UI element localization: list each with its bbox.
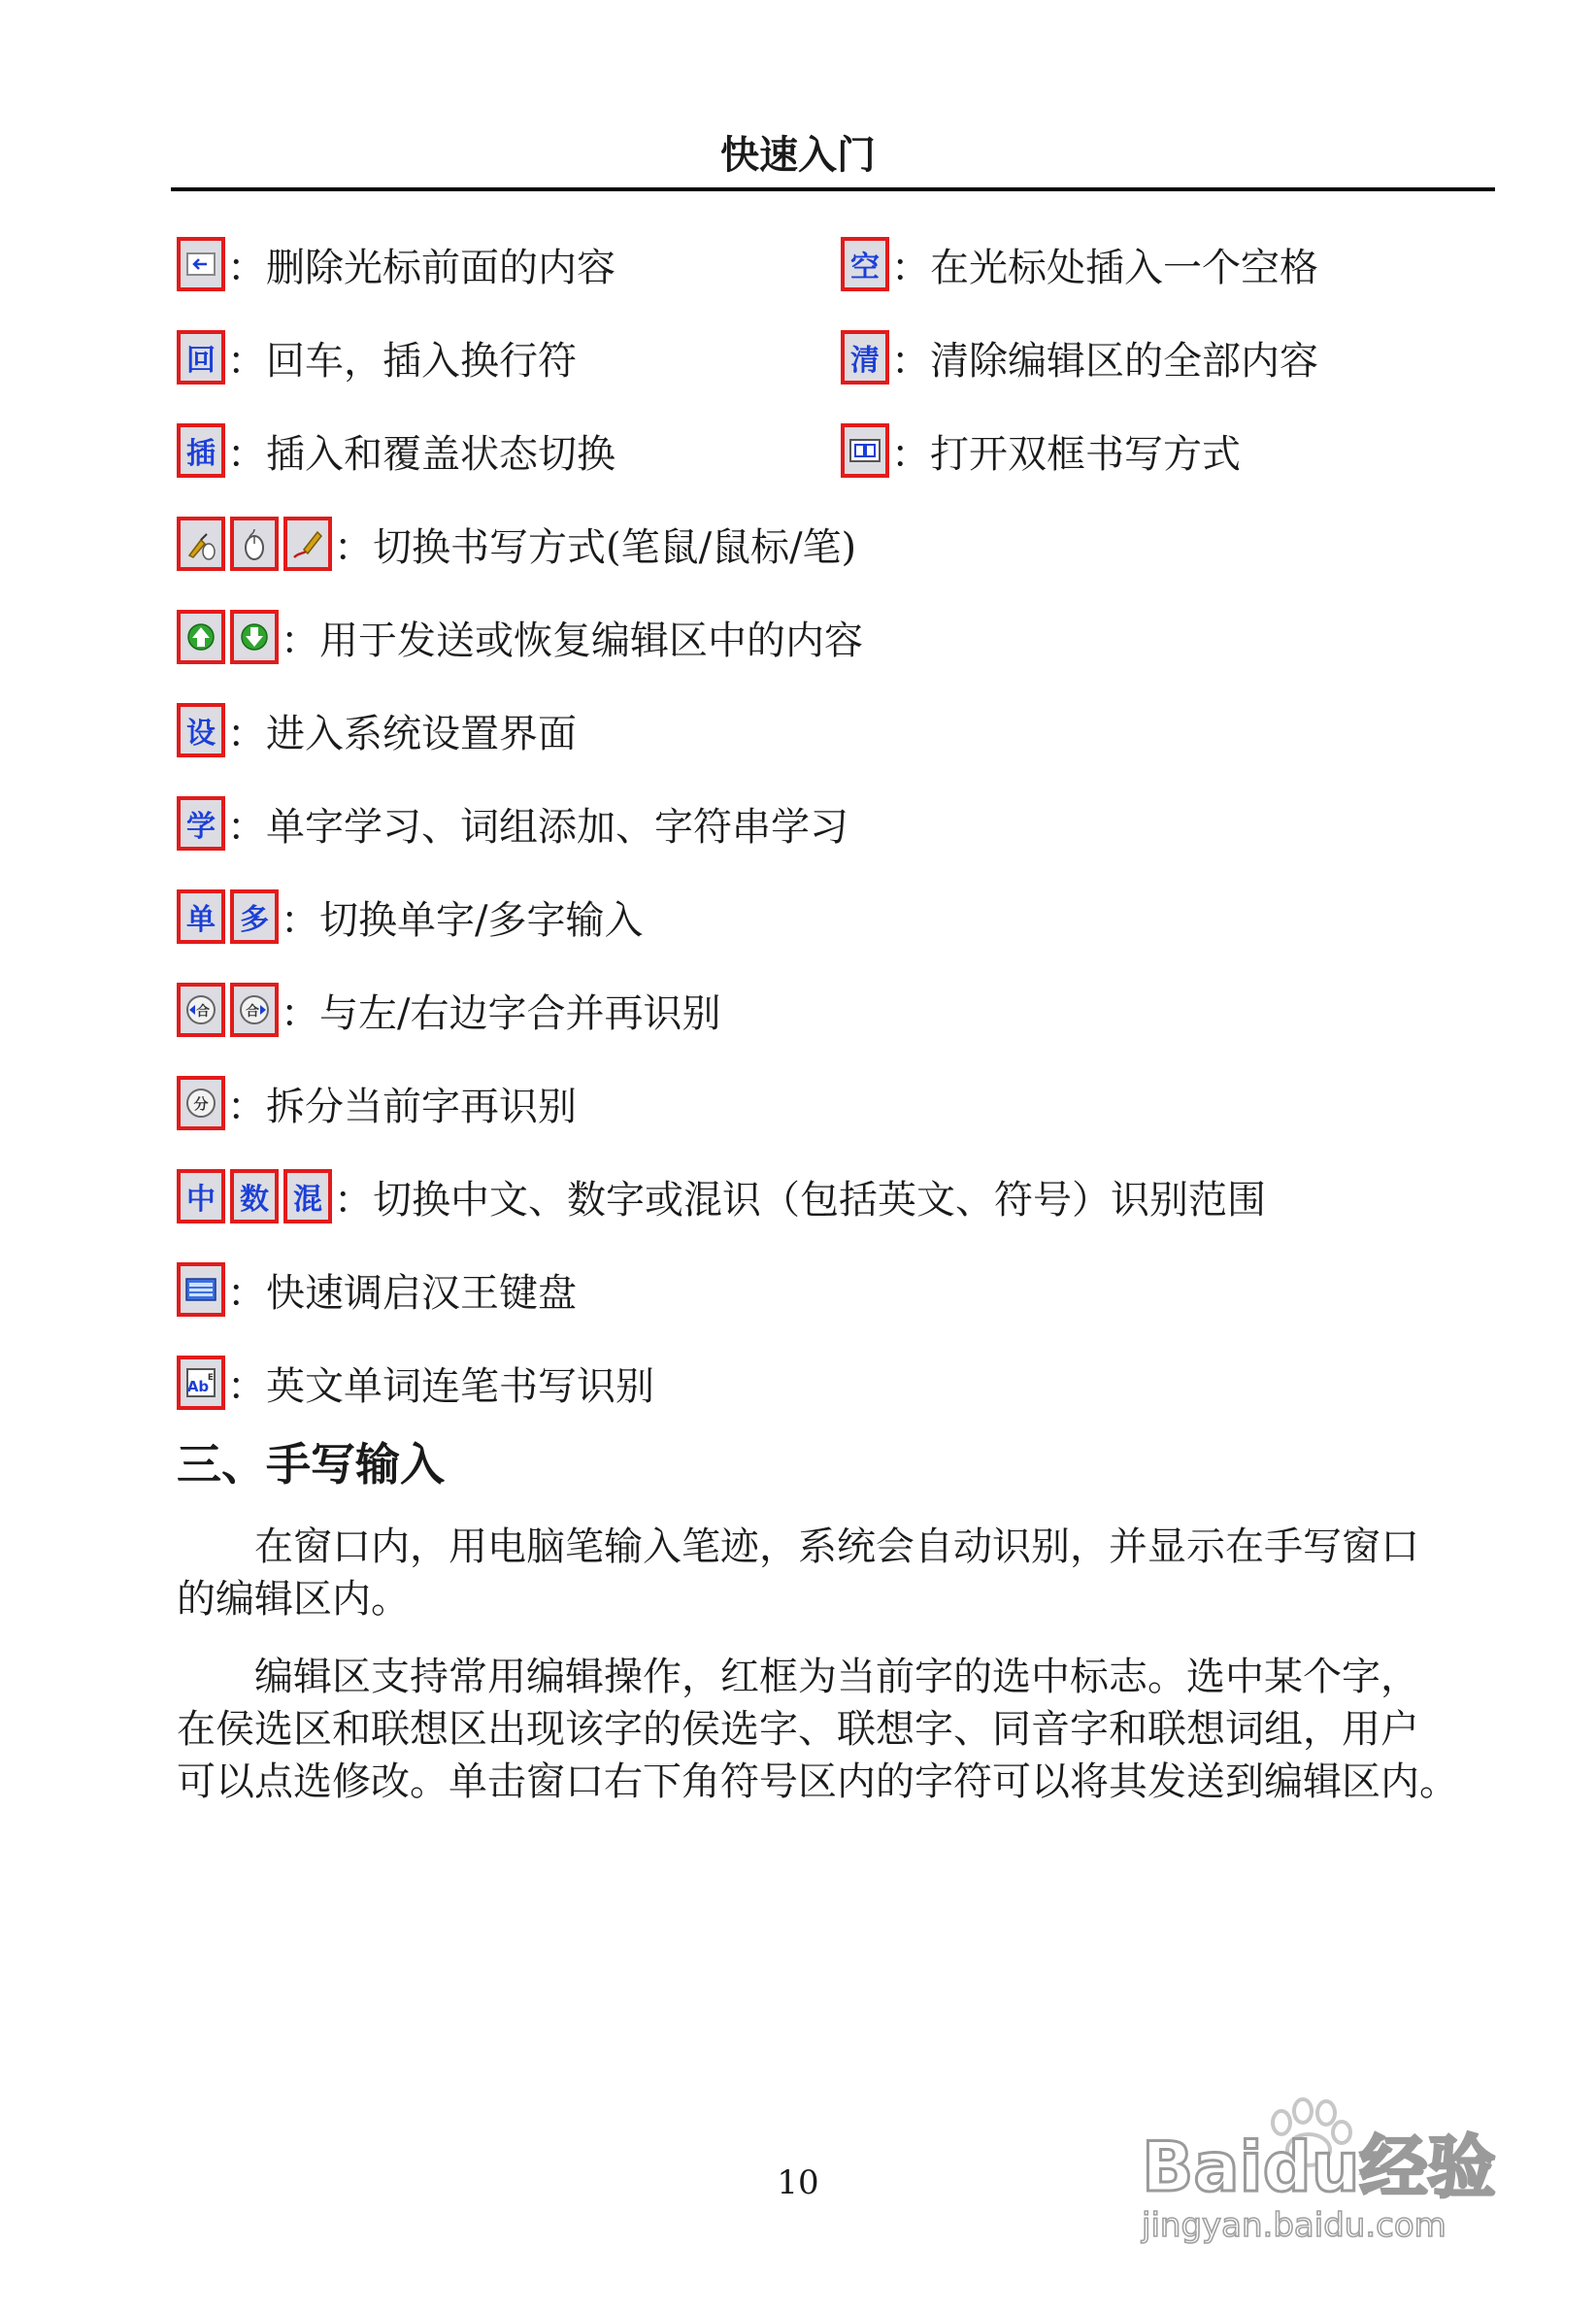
- function-description: ：与左/右边字合并再识别: [281, 990, 721, 1036]
- function-row: [177, 606, 863, 668]
- paragraph-line: 在侯选区和联想区出现该字的侯选字、联想字、同音字和联想词组，用户: [177, 1707, 1419, 1752]
- multi-char-icon: 多: [230, 889, 279, 944]
- digit-mode-icon: 数: [230, 1169, 279, 1223]
- function-description: ：进入系统设置界面: [227, 711, 577, 756]
- function-description: ：回车，插入换行符: [227, 338, 577, 384]
- keyboard-icon: [177, 1262, 225, 1317]
- pen-mouse-icon: [177, 517, 225, 571]
- split-icon: [177, 1076, 225, 1130]
- page-header-title: 快速入门: [720, 133, 876, 178]
- chinese-mode-icon: 中: [177, 1169, 225, 1223]
- clear-icon: 清: [841, 330, 889, 385]
- function-description: ：快速调启汉王键盘: [227, 1270, 577, 1316]
- function-row: [177, 233, 615, 295]
- function-description: ：打开双框书写方式: [891, 431, 1241, 477]
- paragraph-2: [177, 1651, 1501, 1808]
- function-description: ：清除编辑区的全部内容: [891, 338, 1318, 384]
- function-row: [841, 233, 1318, 295]
- function-row: [177, 792, 848, 854]
- single-char-icon: 单: [177, 889, 225, 944]
- backspace-icon: [177, 237, 225, 291]
- toolbar-icon-group: [177, 703, 225, 757]
- paragraph-1: [177, 1521, 1501, 1625]
- toolbar-icon-group: [841, 423, 889, 478]
- function-description: ：插入和覆盖状态切换: [227, 431, 615, 477]
- function-row: [177, 1352, 654, 1414]
- function-row: [841, 326, 1318, 388]
- function-row: [177, 1165, 1266, 1227]
- svg-text:合: 合: [196, 1004, 210, 1020]
- function-description: ：切换中文、数字或混识（包括英文、符号）识别范围: [334, 1177, 1266, 1223]
- svg-text:E: E: [207, 1373, 215, 1383]
- function-description: ：在光标处插入一个空格: [891, 245, 1318, 290]
- toolbar-icon-group: [177, 423, 225, 478]
- arrow-up-icon: [177, 610, 225, 664]
- function-row: [177, 419, 615, 482]
- mouse-icon: [230, 517, 279, 571]
- watermark-url: jingyan.baidu.com: [1142, 2206, 1446, 2245]
- function-row: [177, 979, 720, 1041]
- svg-text:Ab: Ab: [186, 1378, 210, 1395]
- toolbar-icon-group: [177, 610, 279, 664]
- settings-icon: 设: [177, 703, 225, 757]
- toolbar-icon-group: [177, 889, 279, 944]
- page-number: 10: [777, 2163, 819, 2202]
- toolbar-icon-group: [177, 1262, 225, 1317]
- dual-frame-icon: [841, 423, 889, 478]
- function-description: ：拆分当前字再识别: [227, 1084, 577, 1129]
- section-heading: 三、手写输入: [177, 1438, 445, 1491]
- toolbar-icon-group: [841, 330, 889, 385]
- mixed-mode-icon: 混: [283, 1169, 332, 1223]
- arrow-down-icon: [230, 610, 279, 664]
- toolbar-icon-group: [177, 1356, 225, 1410]
- enter-icon: 回: [177, 330, 225, 385]
- toolbar-icon-group: [177, 1076, 225, 1130]
- function-row: [177, 326, 577, 388]
- function-row: [177, 1072, 577, 1134]
- paragraph-line: 可以点选修改。单击窗口右下角符号区内的字符可以将其发送到编辑区内。: [177, 1759, 1458, 1804]
- toolbar-icon-group: [177, 1169, 332, 1223]
- toolbar-icon-group: [841, 237, 889, 291]
- learn-icon: 学: [177, 796, 225, 851]
- svg-text:合: 合: [246, 1004, 259, 1020]
- function-row: [177, 513, 856, 575]
- function-description: ：用于发送或恢复编辑区中的内容: [281, 618, 863, 663]
- function-description: ：删除光标前面的内容: [227, 245, 615, 290]
- insert-icon: 插: [177, 423, 225, 478]
- english-word-icon: [177, 1356, 225, 1410]
- space-icon: 空: [841, 237, 889, 291]
- function-description: ：英文单词连笔书写识别: [227, 1363, 654, 1409]
- toolbar-icon-group: [177, 983, 279, 1037]
- function-description: ：切换书写方式(笔鼠/鼠标/笔): [334, 524, 857, 570]
- paragraph-line: 的编辑区内。: [177, 1577, 410, 1622]
- function-row: [177, 699, 577, 761]
- merge-right-icon: [230, 983, 279, 1037]
- paragraph-line: 在窗口内，用电脑笔输入笔迹，系统会自动识别，并显示在手写窗口: [177, 1525, 1419, 1569]
- function-description: ：单字学习、词组添加、字符串学习: [227, 804, 848, 850]
- function-row: [177, 886, 643, 948]
- watermark-brand: Baidu经验: [1142, 2128, 1496, 2207]
- function-description: ：切换单字/多字输入: [281, 897, 644, 943]
- toolbar-icon-group: [177, 796, 225, 851]
- toolbar-icon-group: [177, 237, 225, 291]
- function-row: [177, 1258, 577, 1321]
- svg-text:分: 分: [193, 1095, 209, 1113]
- header-rule: [171, 187, 1495, 191]
- merge-left-icon: [177, 983, 225, 1037]
- function-row: [841, 419, 1241, 482]
- toolbar-icon-group: [177, 330, 225, 385]
- toolbar-icon-group: [177, 517, 332, 571]
- pen-icon: [283, 517, 332, 571]
- paragraph-line: 编辑区支持常用编辑操作，红框为当前字的选中标志。选中某个字，: [177, 1655, 1419, 1699]
